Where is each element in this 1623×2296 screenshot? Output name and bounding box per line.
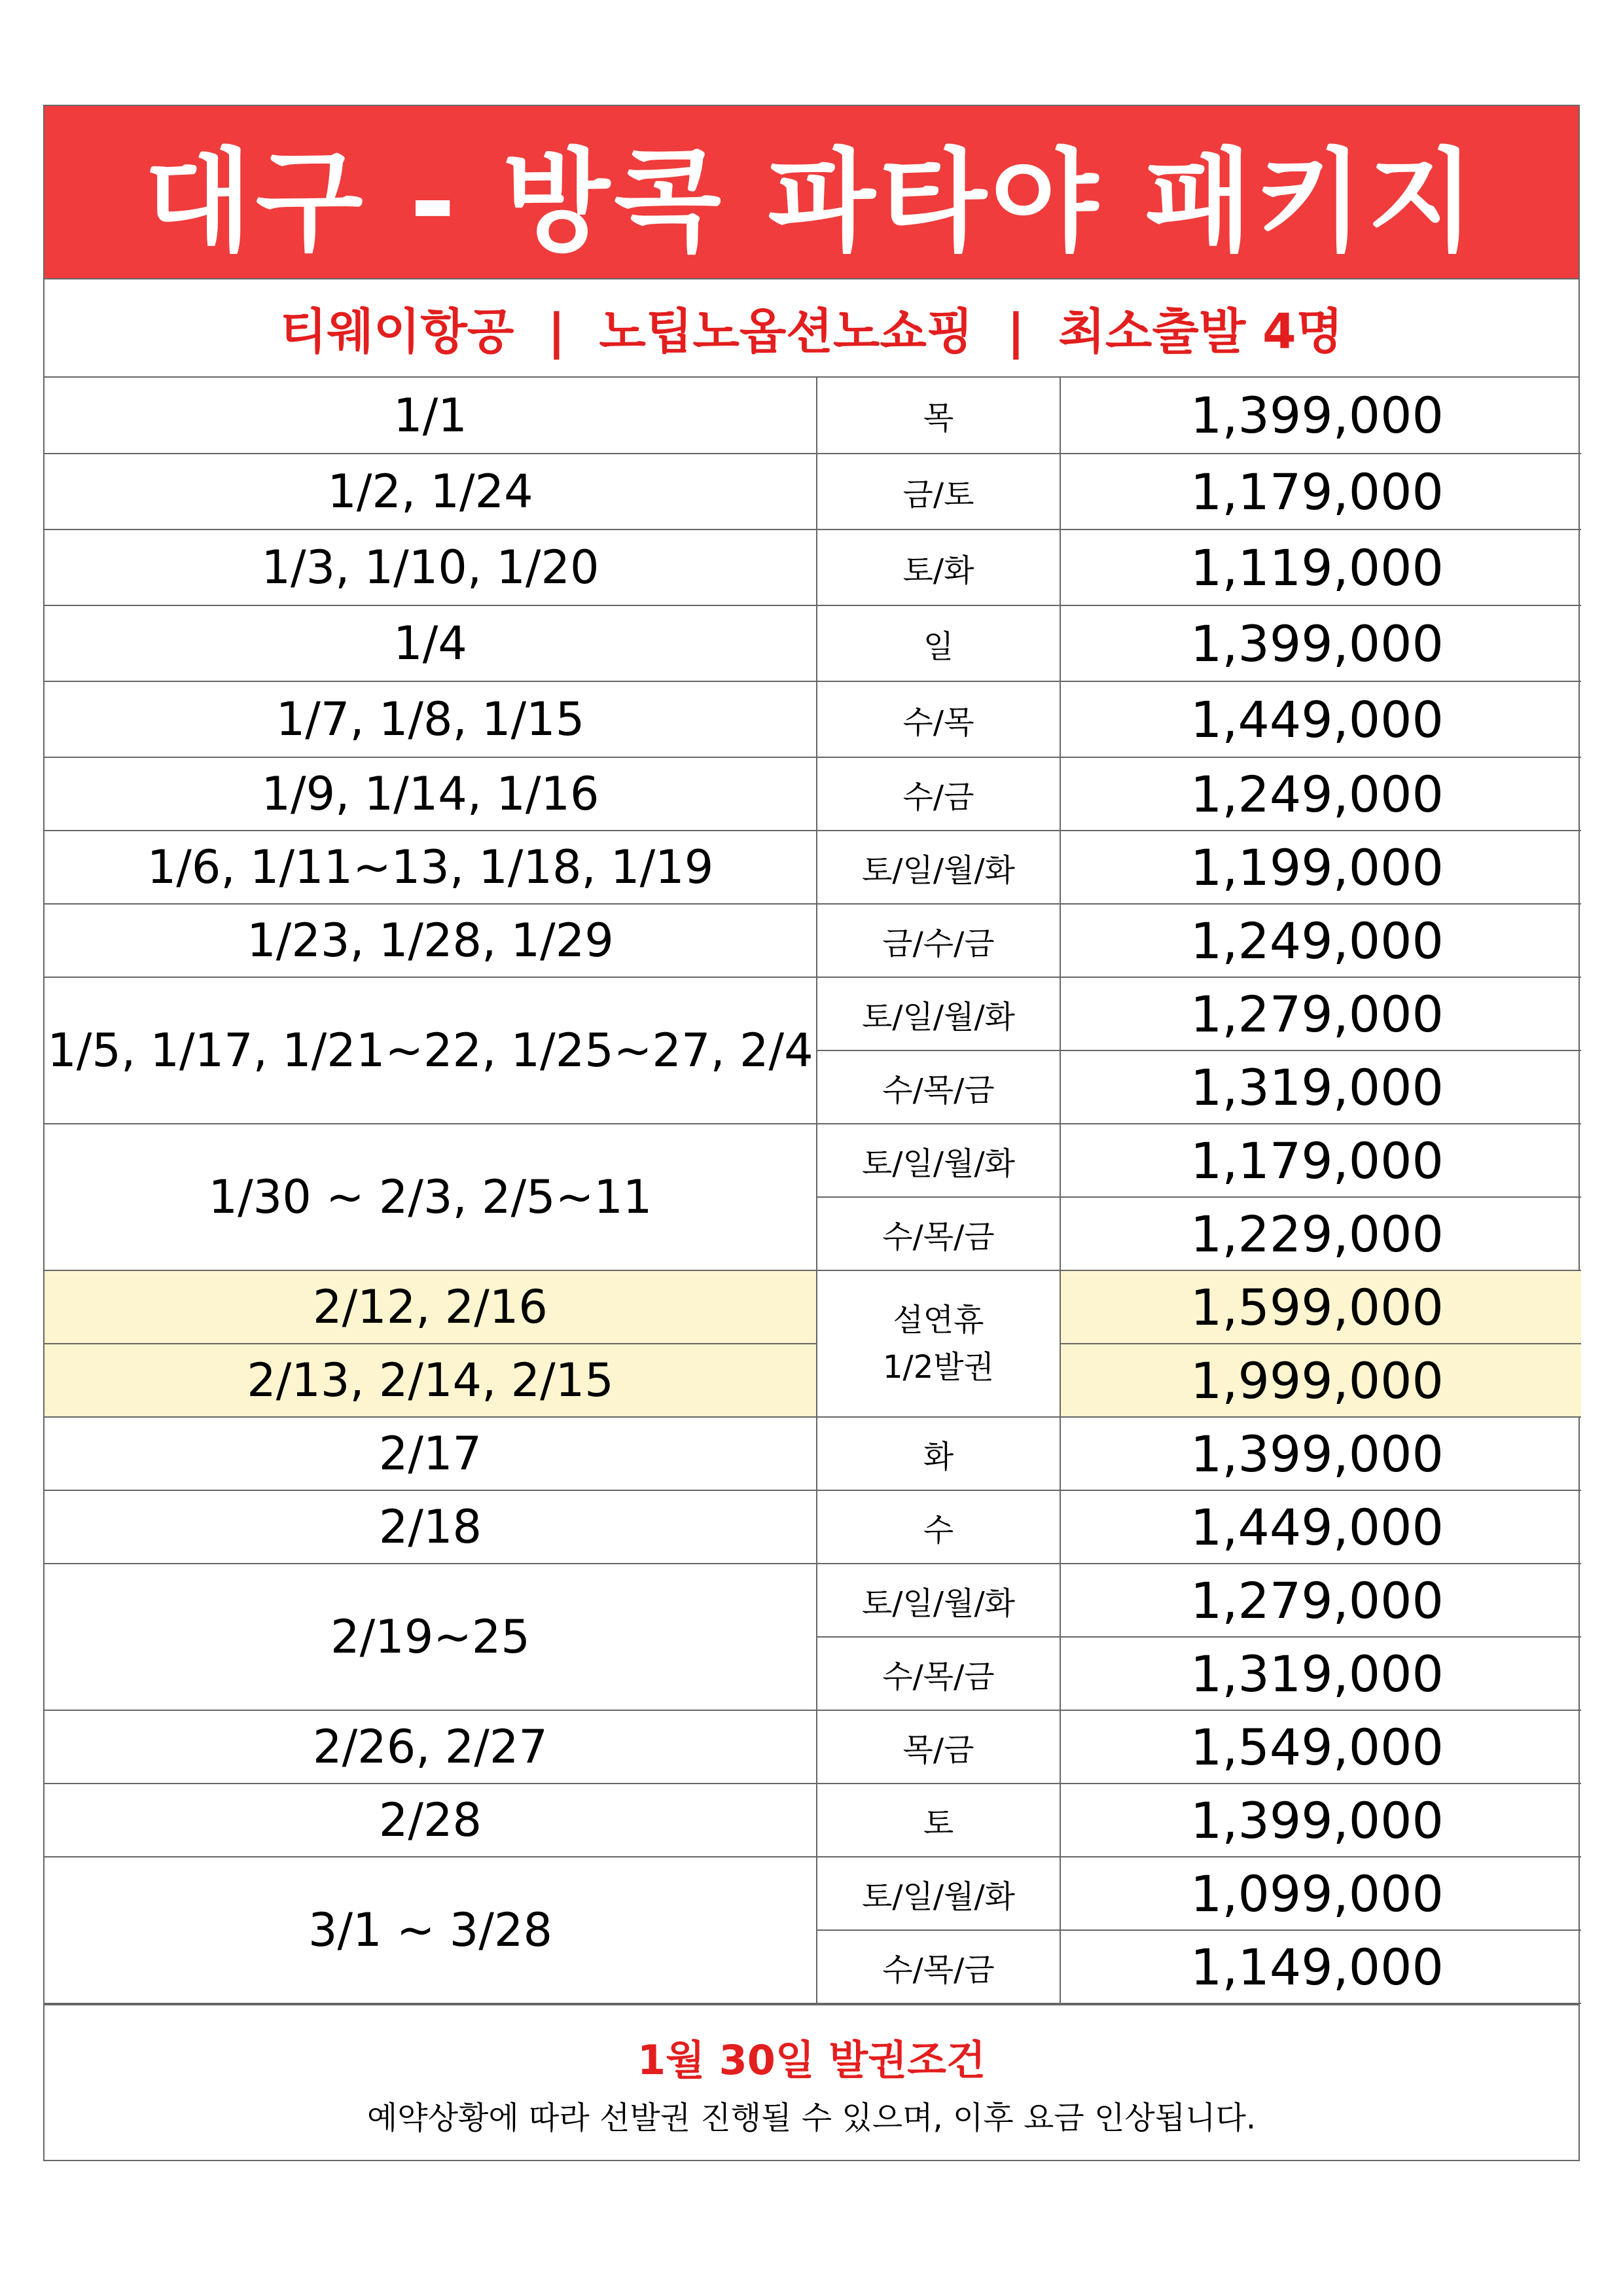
table-row [45, 1344, 1581, 1417]
price-cell: 1,399,000 [1060, 605, 1581, 681]
package-subtitle: 티웨이항공 | 노팁노옵션노쇼핑 | 최소출발 4명 [45, 279, 1578, 378]
table-row [45, 454, 1581, 529]
price-cell: 1,119,000 [1060, 529, 1581, 605]
price-cell: 1,549,000 [1060, 1710, 1581, 1784]
price-cell: 1,449,000 [1060, 1490, 1581, 1564]
table-row [45, 605, 1581, 681]
weekday-cell: 수/금 [817, 757, 1060, 831]
price-table [45, 378, 1581, 2004]
weekday-cell: 토/일/월/화 [817, 831, 1060, 904]
price-cell: 1,449,000 [1060, 681, 1581, 757]
date-cell: 2/28 [45, 1784, 817, 1857]
price-cell: 1,599,000 [1060, 1270, 1581, 1344]
table-row [45, 529, 1581, 605]
weekday-cell: 수/목 [817, 681, 1060, 757]
date-cell: 1/3, 1/10, 1/20 [45, 529, 817, 605]
weekday-cell: 토/일/월/화 [817, 1564, 1060, 1637]
weekday-cell: 토/일/월/화 [817, 1857, 1060, 1930]
table-row [45, 681, 1581, 757]
weekday-cell: 목 [817, 378, 1060, 454]
notice-title: 1월 30일 발권조건 [637, 2036, 986, 2084]
table-row [45, 378, 1581, 454]
ticketing-note: 1/2발권 [883, 1349, 994, 1386]
date-cell: 1/5, 1/17, 1/21~22, 1/25~27, 2/4 [45, 977, 817, 1124]
price-cell: 1,399,000 [1060, 378, 1581, 454]
price-cell: 1,249,000 [1060, 757, 1581, 831]
price-cell: 1,249,000 [1060, 904, 1581, 977]
table-row [45, 1784, 1581, 1857]
weekday-cell: 토/화 [817, 529, 1060, 605]
price-cell: 1,179,000 [1060, 1124, 1581, 1197]
weekday-cell: 수/목/금 [817, 1637, 1060, 1710]
date-cell: 2/26, 2/27 [45, 1710, 817, 1784]
date-cell: 2/18 [45, 1490, 817, 1564]
price-cell: 1,279,000 [1060, 1564, 1581, 1637]
notice-text: 예약상황에 따라 선발권 진행될 수 있으며, 이후 요금 인상됩니다. [366, 2100, 1257, 2136]
price-cell: 1,179,000 [1060, 454, 1581, 529]
date-cell: 2/17 [45, 1417, 817, 1490]
date-cell: 2/13, 2/14, 2/15 [45, 1344, 817, 1417]
date-cell: 1/6, 1/11~13, 1/18, 1/19 [45, 831, 817, 904]
price-cell: 1,399,000 [1060, 1417, 1581, 1490]
date-cell: 1/7, 1/8, 1/15 [45, 681, 817, 757]
page-title: 대구 - 방콕 파타야 패키지 [45, 106, 1578, 279]
date-cell: 2/12, 2/16 [45, 1270, 817, 1344]
weekday-cell: 금/토 [817, 454, 1060, 529]
weekday-cell: 토/일/월/화 [817, 1124, 1060, 1197]
date-cell: 1/1 [45, 378, 817, 454]
table-row [45, 831, 1581, 904]
price-cell: 1,229,000 [1060, 1197, 1581, 1270]
ticketing-notice [45, 2004, 1578, 2160]
weekday-cell: 수/목/금 [817, 1197, 1060, 1270]
holiday-label: 설연휴 [893, 1302, 984, 1338]
weekday-cell: 화 [817, 1417, 1060, 1490]
weekday-cell: 금/수/금 [817, 904, 1060, 977]
date-cell: 2/19~25 [45, 1564, 817, 1710]
table-row [45, 1124, 1581, 1197]
price-cell: 1,399,000 [1060, 1784, 1581, 1857]
price-cell: 1,099,000 [1060, 1857, 1581, 1930]
price-cell: 1,279,000 [1060, 977, 1581, 1050]
date-cell: 1/9, 1/14, 1/16 [45, 757, 817, 831]
weekday-cell: 일 [817, 605, 1060, 681]
weekday-cell: 목/금 [817, 1710, 1060, 1784]
table-row [45, 977, 1581, 1050]
date-cell: 1/23, 1/28, 1/29 [45, 904, 817, 977]
price-cell: 1,149,000 [1060, 1930, 1581, 2003]
date-cell: 3/1 ~ 3/28 [45, 1857, 817, 2003]
weekday-cell: 토 [817, 1784, 1060, 1857]
date-cell: 1/30 ~ 2/3, 2/5~11 [45, 1124, 817, 1270]
weekday-cell: 수/목/금 [817, 1930, 1060, 2003]
table-row [45, 1270, 1581, 1344]
weekday-cell: 토/일/월/화 [817, 977, 1060, 1050]
date-cell: 1/2, 1/24 [45, 454, 817, 529]
price-cell: 1,319,000 [1060, 1050, 1581, 1124]
price-cell: 1,999,000 [1060, 1344, 1581, 1417]
table-row [45, 1417, 1581, 1490]
weekday-cell: 수 [817, 1490, 1060, 1564]
table-row [45, 904, 1581, 977]
table-row [45, 1857, 1581, 1930]
table-row [45, 1564, 1581, 1637]
weekday-cell: 수/목/금 [817, 1050, 1060, 1124]
price-sheet [43, 105, 1580, 2161]
price-cell: 1,199,000 [1060, 831, 1581, 904]
table-row [45, 1490, 1581, 1564]
table-row [45, 757, 1581, 831]
price-cell: 1,319,000 [1060, 1637, 1581, 1710]
table-row [45, 1710, 1581, 1784]
holiday-weekday-cell [817, 1270, 1060, 1417]
date-cell: 1/4 [45, 605, 817, 681]
